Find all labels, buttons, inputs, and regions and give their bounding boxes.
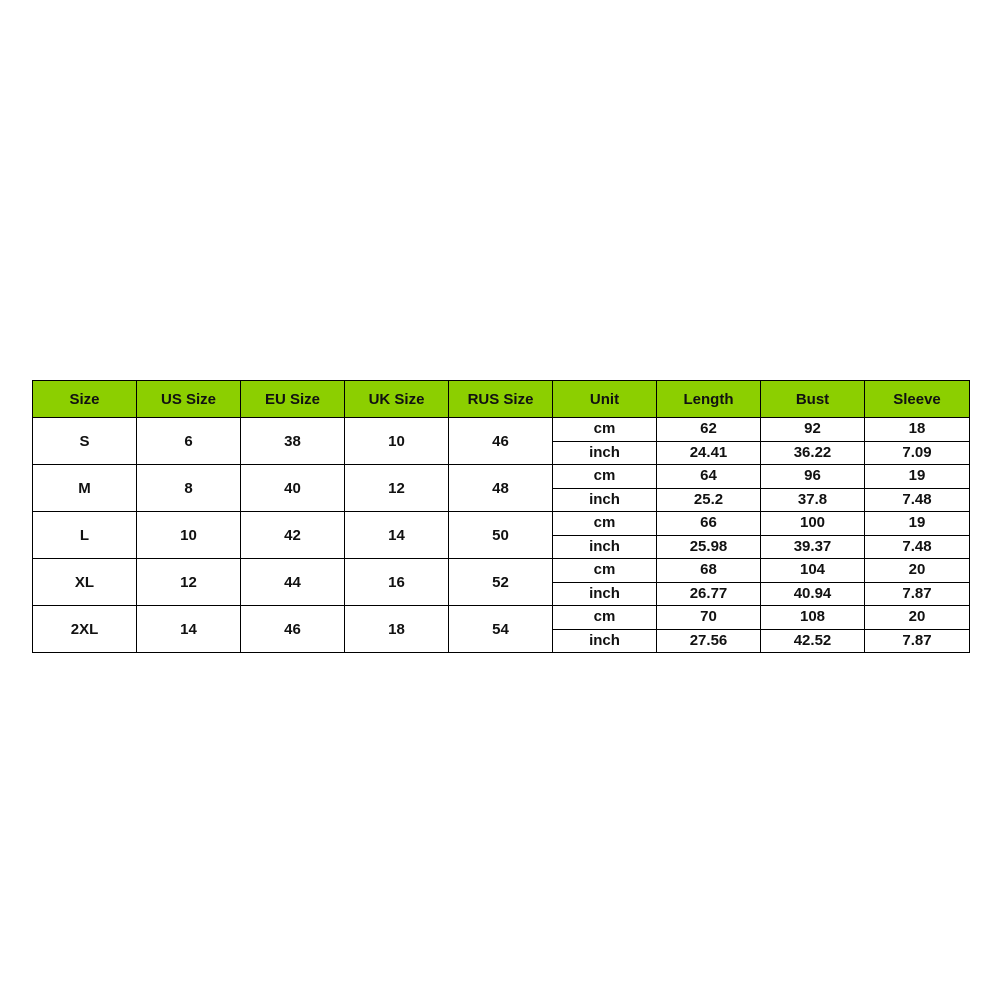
size-chart bbox=[32, 380, 969, 653]
table-row-cm bbox=[33, 512, 970, 536]
header-length: Length bbox=[657, 381, 761, 418]
cell-unit: inch bbox=[553, 488, 657, 512]
cell-size: 2XL bbox=[33, 606, 137, 653]
cell-eu-size: 38 bbox=[241, 418, 345, 465]
header-bust: Bust bbox=[761, 381, 865, 418]
cell-bust: 92 bbox=[761, 418, 865, 442]
cell-uk-size: 10 bbox=[345, 418, 449, 465]
header-rus-size: RUS Size bbox=[449, 381, 553, 418]
cell-us-size: 12 bbox=[137, 559, 241, 606]
cell-bust: 104 bbox=[761, 559, 865, 583]
cell-eu-size: 40 bbox=[241, 465, 345, 512]
header-uk-size: UK Size bbox=[345, 381, 449, 418]
cell-us-size: 14 bbox=[137, 606, 241, 653]
cell-rus-size: 46 bbox=[449, 418, 553, 465]
cell-bust: 39.37 bbox=[761, 535, 865, 559]
cell-length: 25.98 bbox=[657, 535, 761, 559]
cell-uk-size: 18 bbox=[345, 606, 449, 653]
cell-eu-size: 46 bbox=[241, 606, 345, 653]
cell-us-size: 10 bbox=[137, 512, 241, 559]
cell-sleeve: 18 bbox=[865, 418, 970, 442]
cell-sleeve: 7.09 bbox=[865, 441, 970, 465]
cell-unit: cm bbox=[553, 559, 657, 583]
cell-length: 66 bbox=[657, 512, 761, 536]
header-unit: Unit bbox=[553, 381, 657, 418]
table-row-cm bbox=[33, 418, 970, 442]
cell-length: 24.41 bbox=[657, 441, 761, 465]
cell-length: 25.2 bbox=[657, 488, 761, 512]
cell-sleeve: 20 bbox=[865, 606, 970, 630]
cell-unit: inch bbox=[553, 535, 657, 559]
cell-us-size: 6 bbox=[137, 418, 241, 465]
cell-sleeve: 7.48 bbox=[865, 488, 970, 512]
header-row bbox=[33, 381, 970, 418]
header-size: Size bbox=[33, 381, 137, 418]
cell-unit: inch bbox=[553, 582, 657, 606]
cell-size: M bbox=[33, 465, 137, 512]
header-us-size: US Size bbox=[137, 381, 241, 418]
cell-length: 70 bbox=[657, 606, 761, 630]
cell-rus-size: 52 bbox=[449, 559, 553, 606]
cell-bust: 100 bbox=[761, 512, 865, 536]
cell-rus-size: 48 bbox=[449, 465, 553, 512]
cell-sleeve: 19 bbox=[865, 465, 970, 489]
cell-uk-size: 16 bbox=[345, 559, 449, 606]
cell-rus-size: 54 bbox=[449, 606, 553, 653]
table-row-cm bbox=[33, 559, 970, 583]
cell-unit: cm bbox=[553, 465, 657, 489]
cell-length: 68 bbox=[657, 559, 761, 583]
cell-unit: cm bbox=[553, 512, 657, 536]
cell-length: 64 bbox=[657, 465, 761, 489]
table-row-cm bbox=[33, 606, 970, 630]
cell-unit: inch bbox=[553, 629, 657, 653]
cell-bust: 40.94 bbox=[761, 582, 865, 606]
cell-uk-size: 14 bbox=[345, 512, 449, 559]
header-eu-size: EU Size bbox=[241, 381, 345, 418]
cell-bust: 42.52 bbox=[761, 629, 865, 653]
cell-sleeve: 19 bbox=[865, 512, 970, 536]
cell-size: S bbox=[33, 418, 137, 465]
size-chart-table bbox=[32, 380, 970, 653]
cell-bust: 37.8 bbox=[761, 488, 865, 512]
cell-bust: 108 bbox=[761, 606, 865, 630]
cell-unit: cm bbox=[553, 606, 657, 630]
header-sleeve: Sleeve bbox=[865, 381, 970, 418]
cell-eu-size: 44 bbox=[241, 559, 345, 606]
cell-unit: cm bbox=[553, 418, 657, 442]
cell-sleeve: 7.87 bbox=[865, 629, 970, 653]
cell-sleeve: 7.48 bbox=[865, 535, 970, 559]
cell-uk-size: 12 bbox=[345, 465, 449, 512]
cell-size: XL bbox=[33, 559, 137, 606]
cell-bust: 96 bbox=[761, 465, 865, 489]
cell-rus-size: 50 bbox=[449, 512, 553, 559]
table-row-cm bbox=[33, 465, 970, 489]
cell-size: L bbox=[33, 512, 137, 559]
cell-unit: inch bbox=[553, 441, 657, 465]
cell-sleeve: 20 bbox=[865, 559, 970, 583]
cell-sleeve: 7.87 bbox=[865, 582, 970, 606]
cell-us-size: 8 bbox=[137, 465, 241, 512]
cell-length: 62 bbox=[657, 418, 761, 442]
cell-eu-size: 42 bbox=[241, 512, 345, 559]
cell-length: 27.56 bbox=[657, 629, 761, 653]
cell-length: 26.77 bbox=[657, 582, 761, 606]
cell-bust: 36.22 bbox=[761, 441, 865, 465]
